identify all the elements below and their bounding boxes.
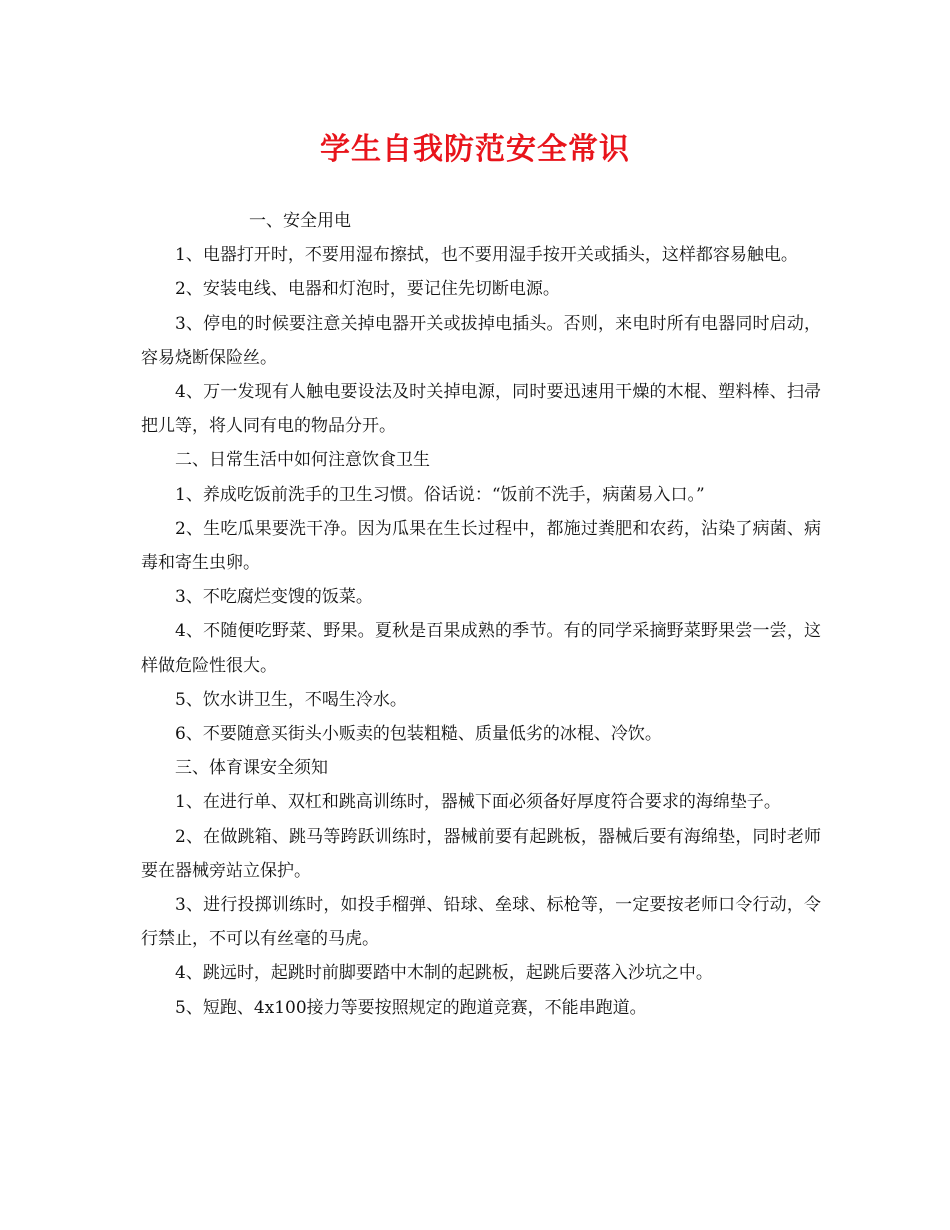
paragraph: 1、电器打开时，不要用湿布擦拭，也不要用湿手按开关或插头，这样都容易触电。 (175, 245, 798, 266)
section-heading-electricity: 一、安全用电 (249, 211, 351, 231)
paragraph: 4、万一发现有人触电要设法及时关掉电源，同时要迅速用干燥的木棍、塑料棒、扫帚把儿等，将人同有电的物品分开。 (141, 382, 821, 437)
paragraph: 5、饮水讲卫生，不喝生冷水。 (175, 689, 407, 710)
section-heading-pe-class: 三、体育课安全须知 (175, 758, 328, 779)
paragraph: 2、在做跳箱、跳马等跨跃训练时，器械前要有起跳板，器械后要有海绵垫，同时老师要在器械旁站立保护。 (141, 826, 821, 881)
document-body (141, 204, 821, 1025)
paragraph: 5、短跑、4x100接力等要按照规定的跑道竞赛，不能串跑道。 (175, 997, 647, 1018)
paragraph: 1、养成吃饭前洗手的卫生习惯。俗话说：“饭前不洗手，病菌易入口。” (175, 484, 705, 505)
paragraph: 3、不吃腐烂变馊的饭菜。 (175, 587, 373, 608)
paragraph: 4、不随便吃野菜、野果。夏秋是百果成熟的季节。有的同学采摘野菜野果尝一尝，这样做危险性很大。 (141, 621, 821, 676)
paragraph: 2、安装电线、电器和灯泡时，要记住先切断电源。 (175, 279, 560, 300)
section-heading-food-hygiene: 二、日常生活中如何注意饮食卫生 (175, 450, 430, 471)
paragraph: 1、在进行单、双杠和跳高训练时，器械下面必须备好厚度符合要求的海绵垫子。 (175, 792, 781, 813)
paragraph: 3、进行投掷训练时，如投手榴弹、铅球、垒球、标枪等，一定要按老师口令行动，令行禁止，不可以有丝毫的马虎。 (141, 895, 821, 950)
paragraph: 6、不要随意买街头小贩卖的包装粗糙、质量低劣的冰棍、冷饮。 (175, 724, 662, 745)
paragraph: 2、生吃瓜果要洗干净。因为瓜果在生长过程中，都施过粪肥和农药，沾染了病菌、病毒和寄生虫卵。 (141, 518, 821, 574)
paragraph: 4、跳远时，起跳时前脚要踏中木制的起跳板，起跳后要落入沙坑之中。 (175, 963, 713, 984)
paragraph: 3、停电的时候要注意关掉电器开关或拔掉电插头。否则，来电时所有电器同时启动，容易烧断保险丝。 (141, 313, 821, 368)
document-title: 学生自我防范安全常识 (320, 132, 630, 167)
